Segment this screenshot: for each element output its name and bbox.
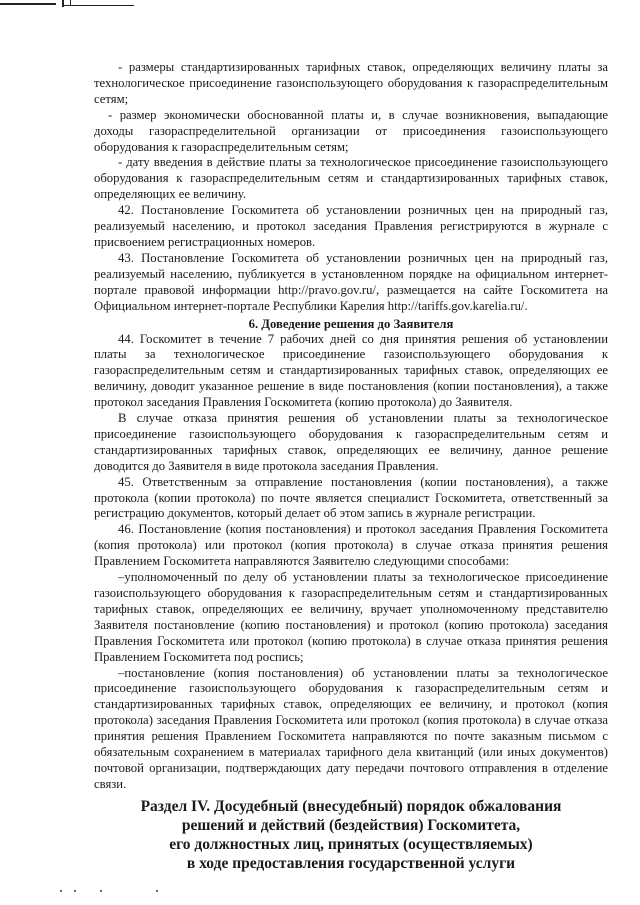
paragraph: 42. Постановление Госкомитета об установлении розничных цен на природный газ, реализуемый населению, и протокол заседания Правления регистрируются в журнале с присвоением регистрационных номеров. xyxy=(94,203,608,249)
paragraph: 44. Госкомитет в течение 7 рабочих дней со дня принятия решения об установлении платы за технологическое присоединение газоиспользующего оборудования к газораспределительным сетям и стандартизированных тарифных ставок, определяющих ее величину, доводит указанное решение в виде постановления (копии постановления), а также протокол заседания Правления Госкомитета (копию протокола) до Заявителя. xyxy=(94,331,608,410)
paragraph: - дату введения в действие платы за технологическое присоединение газоиспользующего оборудования к газораспределительным сетям и стандартизированных тарифных ставок, определяющих ее величину. xyxy=(94,155,608,202)
paragraph: 45. Ответственным за отправление постановления (копии постановления), а также протокола (копии протокола) по почте является специалист Госкомитета, ответственный за регистрацию документов, который делает об этом запись в журнале регистрации. xyxy=(94,474,608,521)
chapter-heading-line: Раздел IV. Досудебный (внесудебный) порядок обжалования xyxy=(140,797,562,815)
scan-noise xyxy=(60,890,180,894)
paragraph: 46. Постановление (копия постановления) и протокол заседания Правления Госкомитета (копия протокола) или протокол (копия протокола) в случае отказа принятия решения Правлением Госкомитета направляются Заявителю следующими способами: xyxy=(94,522,608,569)
chapter-heading-line: в ходе предоставления государственной услуги xyxy=(186,854,516,872)
section-heading: 6. Доведение решения до Заявителя xyxy=(248,316,454,331)
document-page xyxy=(94,60,608,873)
scan-edge-marks xyxy=(0,0,640,14)
paragraph: –уполномоченный по делу об установлении платы за технологическое присоединение газоиспользующего оборудования к газораспределительным сетям и стандартизированных тарифных ставок, определяющих ее величину, вручает уполномоченному представителю Заявителя постановление (копию постановления) и протокол (копию протокола) заседания Правления Госкомитета или протокол (копию протокола) в случае отказа принятия решения Правлением Госкомитета под роспись; xyxy=(94,570,608,664)
chapter-heading-line: решений и действий (бездействия) Госкомитета, xyxy=(181,816,521,834)
paragraph: В случае отказа принятия решения об установлении платы за технологическое присоединение газоиспользующего оборудования к газораспределительным сетям и стандартизированных тарифных ставок, определяющих ее величину, данное решение доводится до Заявителя в виде протокола заседания Правления. xyxy=(94,411,608,473)
paragraph: 43. Постановление Госкомитета об установлении розничных цен на природный газ, реализуемый населению, публикуется в установленном порядке на официальном интернет-портале правовой информации http://pravo.gov.ru/, размещается на сайте Госкомитета на Официальном интернет-портале Республики Карелия http://tariffs.gov.karelia.ru/. xyxy=(94,250,608,313)
paragraph: –постановление (копия постановления) об установлении платы за технологическое присоединение газоиспользующего оборудования к газораспределительным сетям и стандартизированных тарифных ставок, определяющих ее величину, и протокол (копия протокола) заседания Правления Госкомитета или протокол (копия протокола) в случае отказа принятия решения Правлением Госкомитета направляются по почте заказным письмом с обязательным сохранением в материалах тарифного дела квитанций (или иных документов) почтовой организации, подтверждающих дату передачи почтового отправления в отделение связи. xyxy=(94,665,608,791)
paragraph: - размер экономически обоснованной платы и, в случае возникновения, выпадающие доходы газораспределительной организации от присоединения газоиспользующего оборудования к газораспределительным сетям; xyxy=(94,107,608,154)
chapter-heading xyxy=(94,797,608,873)
chapter-heading-line: его должностных лиц, принятых (осуществляемых) xyxy=(169,835,533,853)
paragraph: - размеры стандартизированных тарифных ставок, определяющих величину платы за технологическое присоединение газоиспользующего оборудования к газораспределительным сетям; xyxy=(94,60,608,106)
